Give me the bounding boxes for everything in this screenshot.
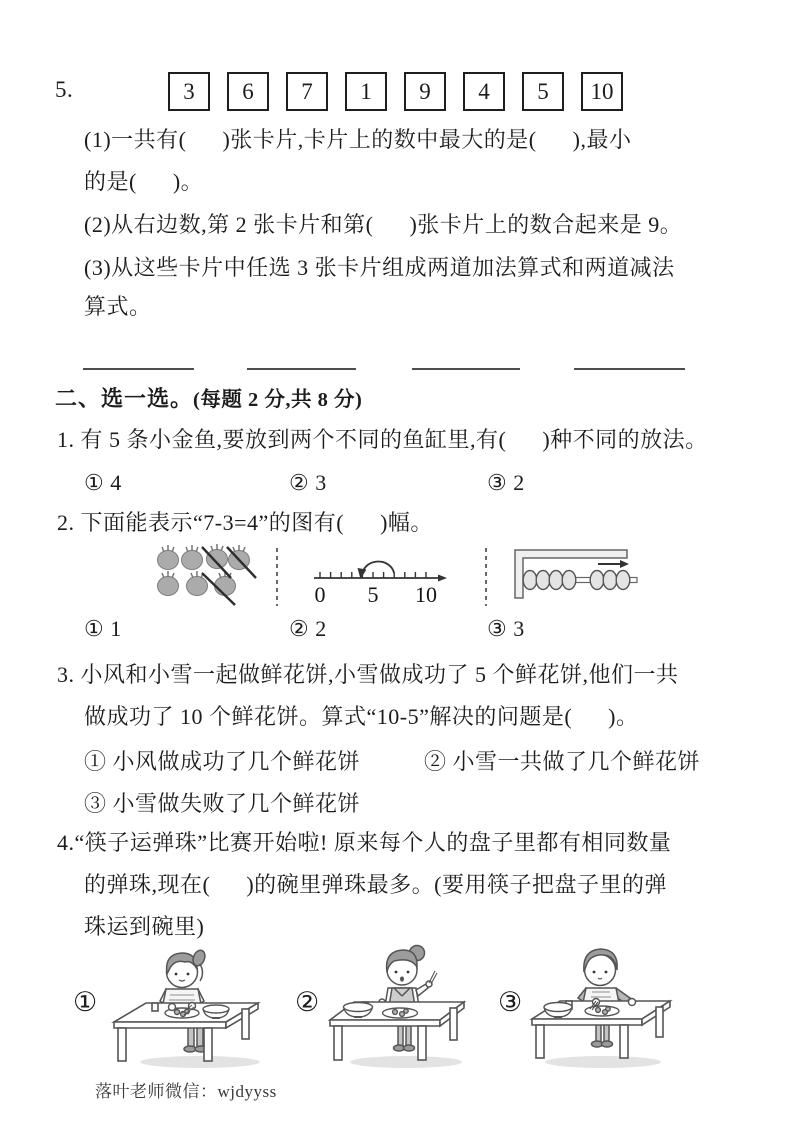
number-card: [227, 72, 269, 111]
card-value: 1: [360, 78, 372, 104]
q4-text-line-1: 4.“筷子运弹珠”比赛开始啦! 原来每个人的盘子里都有相同数量: [57, 830, 672, 855]
card-value: 5: [537, 78, 549, 104]
child-1-figure: [100, 945, 300, 1070]
q5-number: 5.: [55, 77, 74, 102]
card-value: 3: [183, 78, 195, 104]
q5-part-3-line-1: (3)从这些卡片中任选 3 张卡片组成两道加法算式和两道减法: [84, 255, 675, 280]
bead-string-figure: [515, 550, 637, 598]
card-value: 9: [419, 78, 431, 104]
q2-text: 2. 下面能表示“7-3=4”的图有( )幅。: [57, 510, 433, 535]
section2-title: 二、选一选。: [55, 386, 194, 411]
answer-line: [574, 368, 685, 370]
move-arrow-head: [620, 560, 629, 568]
shadow: [140, 1056, 260, 1068]
number-card: [463, 72, 505, 111]
child-3-figure: [508, 942, 693, 1070]
jump-arc: [363, 561, 395, 573]
q5-part-1-line-2: 的是( )。: [84, 169, 204, 194]
section2-header: [55, 386, 362, 413]
q3-text-line-1: 3. 小风和小雪一起做鲜花饼,小雪做成功了 5 个鲜花饼,他们一共: [57, 662, 679, 687]
answer-line: [412, 368, 520, 370]
numberline-label-0: 0: [314, 582, 326, 607]
child-2-figure: [318, 940, 493, 1070]
answer-line: [247, 368, 356, 370]
q4-text-line-2: 的弹珠,现在( )的碗里弹珠最多。(要用筷子把盘子里的弹: [84, 872, 667, 897]
number-card: [345, 72, 387, 111]
shadow: [545, 1056, 661, 1068]
number-card: [286, 72, 328, 111]
q2-option-2: ② 2: [289, 616, 327, 641]
q2-option-3: ③ 3: [487, 616, 525, 641]
q1-text: 1. 有 5 条小金鱼,要放到两个不同的鱼缸里,有( )种不同的放法。: [57, 427, 708, 452]
q5-part-2: (2)从右边数,第 2 张卡片和第( )张卡片上的数合起来是 9。: [84, 212, 683, 237]
q1-option-3: ③ 2: [487, 470, 525, 495]
shadow: [350, 1056, 462, 1068]
card-value: 6: [242, 78, 254, 104]
q3-option-3: ③ 小雪做失败了几个鲜花饼: [84, 791, 361, 816]
q5-part-3-line-2: 算式。: [84, 294, 152, 319]
q2-figures: [138, 542, 683, 612]
answer-line: [83, 368, 194, 370]
q1-option-2: ② 3: [289, 470, 327, 495]
q3-option-1: ① 小风做成功了几个鲜花饼: [84, 749, 361, 774]
number-card: [581, 72, 623, 111]
girl-ponytail: [160, 949, 207, 1052]
q1-option-1: ① 4: [84, 470, 122, 495]
q3-text-line-2: 做成功了 10 个鲜花饼。算式“10-5”解决的问题是( )。: [84, 704, 639, 729]
q4-figure-label-3: ③: [498, 987, 523, 1017]
numberline-ticks: [320, 572, 426, 578]
footer-contact: 落叶老师微信：wjdyyss: [95, 1082, 277, 1101]
q4-figure-label-2: ②: [295, 987, 320, 1017]
strawberries-figure: [158, 544, 257, 605]
number-card: [522, 72, 564, 111]
girl-bun: [379, 946, 437, 1052]
section2-score-note: (每题 2 分,共 8 分): [193, 389, 363, 411]
numberline-label-10: 10: [415, 582, 437, 607]
q4-figure-label-1: ①: [73, 987, 98, 1017]
number-card: [168, 72, 210, 111]
numberline-arrowhead: [438, 575, 447, 582]
q3-option-2: ② 小雪一共做了几个鲜花饼: [424, 749, 701, 774]
q2-option-1: ① 1: [84, 616, 122, 641]
q5-part-1-line-1: (1)一共有( )张卡片,卡片上的数中最大的是( ),最小: [84, 127, 632, 152]
card-value: 7: [301, 78, 313, 104]
card-value: 10: [590, 78, 614, 104]
q4-text-line-3: 珠运到碗里): [84, 914, 205, 939]
number-line-figure: [314, 561, 447, 607]
numberline-label-5: 5: [367, 582, 379, 607]
q5-number-cards: [168, 72, 623, 111]
number-card: [404, 72, 446, 111]
beads: [523, 571, 630, 590]
card-value: 4: [478, 78, 490, 104]
